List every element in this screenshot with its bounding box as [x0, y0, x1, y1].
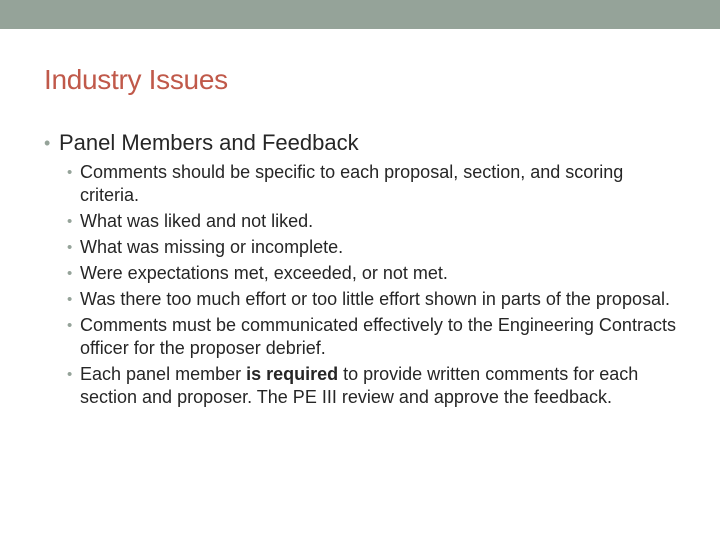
top-accent-bar [0, 0, 720, 29]
bullet-icon: • [44, 133, 51, 153]
list-item [44, 262, 684, 285]
bullet-icon: • [67, 265, 73, 282]
bullet-text: Panel Members and Feedback [59, 130, 359, 155]
slide-content [44, 128, 684, 409]
list-item [44, 314, 684, 360]
list-item [44, 161, 684, 207]
list-item [44, 288, 684, 311]
list-item-text-part: to provide written comments for each section and proposer. The PE III review and approve the feedback. [80, 364, 639, 407]
bullet-icon: • [67, 366, 73, 383]
list-item-text: What was liked and not liked. [80, 211, 314, 231]
bullet-level1 [44, 128, 684, 158]
bullet-icon: • [67, 317, 73, 334]
list-item-text: Were expectations met, exceeded, or not met. [80, 263, 448, 283]
list-item [44, 363, 684, 409]
list-item [44, 236, 684, 259]
list-item-text-part: Each panel member [80, 364, 247, 384]
bullet-icon: • [67, 239, 73, 256]
slide-title: Industry Issues [44, 64, 228, 95]
list-item-text: Comments should be specific to each proposal, section, and scoring criteria. [80, 162, 624, 205]
list-item-text: Was there too much effort or too little effort shown in parts of the proposal. [80, 289, 670, 309]
bullet-icon: • [67, 291, 73, 308]
list-item-text: Comments must be communicated effectively to the Engineering Contracts officer for the proposer debrief. [80, 315, 676, 358]
emphasis-text: is required [246, 364, 339, 384]
bullet-icon: • [67, 164, 73, 181]
list-item [44, 210, 684, 233]
bullet-icon: • [67, 213, 73, 230]
list-item-text: What was missing or incomplete. [80, 237, 344, 257]
